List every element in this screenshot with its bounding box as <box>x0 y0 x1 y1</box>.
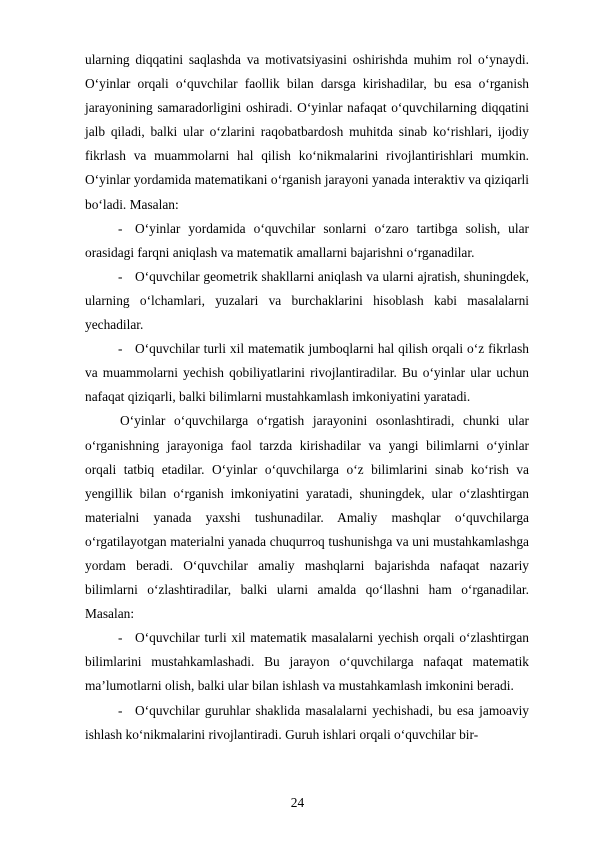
list-item-text: O‘quvchilar turli xil matematik masalalarni yechish orqali o‘zlashtirgan bilimlarini mustahkamlashadi. Bu jarayon o‘quvchilarga nafaqat matematik ma’lumotlarni olish, balki ular bilan ishlash va mustahkamlash imkonini beradi. <box>85 630 529 694</box>
list-item <box>85 699 529 747</box>
list-item <box>85 337 529 409</box>
document-page <box>85 48 529 747</box>
bullet-dash: - <box>118 341 123 357</box>
list-item <box>85 217 529 265</box>
list-item-text: O‘quvchilar turli xil matematik jumboqlarni hal qilish orqali o‘z fikrlash va muammolarni yechish qobiliyatlarini rivojlantiradilar. Bu o‘yinlar ular uchun nafaqat qiziqarli, balki bilimlarni mustahkamlash imkoniyatini yaratadi. <box>85 341 529 405</box>
list-item-text: O‘yinlar yordamida o‘quvchilar sonlarni o‘zaro tartibga solish, ular orasidagi farqni aniqlash va matematik amallarni bajarishni o‘rganadilar. <box>85 220 529 260</box>
bullet-dash: - <box>118 702 123 718</box>
list-item-text: O‘quvchilar guruhlar shaklida masalalarni yechishadi, bu esa jamoaviy ishlash ko‘nikmalarini rivojlantiradi. Guruh ishlari orqali o‘quvchilar bir- <box>85 702 529 742</box>
list-item-text: O‘quvchilar geometrik shakllarni aniqlash va ularni ajratish, shuningdek, ularning o‘lchamlari, yuzalari va burchaklarini hisoblash kabi masalalarni yechadilar. <box>85 268 529 333</box>
page-number: 24 <box>290 795 305 810</box>
bullet-dash: - <box>118 268 123 284</box>
list-item <box>85 626 529 698</box>
bullet-dash: - <box>118 220 123 236</box>
paragraph-2: O‘yinlar o‘quvchilarga o‘rgatish jarayonini osonlashtiradi, chunki ular o‘rganishning jarayoniga faol tarzda kirishadilar va yangi bilimlarni o‘yinlar orqali tatbiq etadilar. O‘yinlar o‘quvchilarga o‘z bilimlarini sinab ko‘rish va yengillik bilan o‘rganish imkoniyatini yaratadi, shuningdek, ular o‘zlashtirgan materialni yanada yaxshi tushunadilar. Amaliy mashqlar o‘quvchilarga o‘rgatilayotgan materialni yanada chuqurroq tushunishga va uni mustahkamlashga yordam beradi. O‘quvchilar amaliy mashqlarni bajarishda nafaqat nazariy bilimlarni o‘zlashtiradilar, balki ularni amalda qo‘llashni ham o‘rganadilar. Masalan: <box>85 413 529 622</box>
list-item <box>85 265 529 337</box>
bullet-dash: - <box>118 630 123 646</box>
paragraph-1: ularning diqqatini saqlashda va motivatsiyasini oshirishda muhim rol o‘ynaydi. O‘yinlar orqali o‘quvchilar faollik bilan darsga kirishadilar, bu esa o‘rganish jarayonining samaradorligini oshiradi. O‘yinlar nafaqat o‘quvchilarning diqqatini jalb qiladi, balki ular o‘zlarini raqobatbardosh muhitda sinab ko‘rishlari, ijodiy fikrlash va muammolarni hal qilish ko‘nikmalarini rivojlantirishlari mumkin. O‘yinlar yordamida matematikani o‘rganish jarayoni yanada interaktiv va qiziqarli bo‘ladi. Masalan: <box>85 52 529 212</box>
